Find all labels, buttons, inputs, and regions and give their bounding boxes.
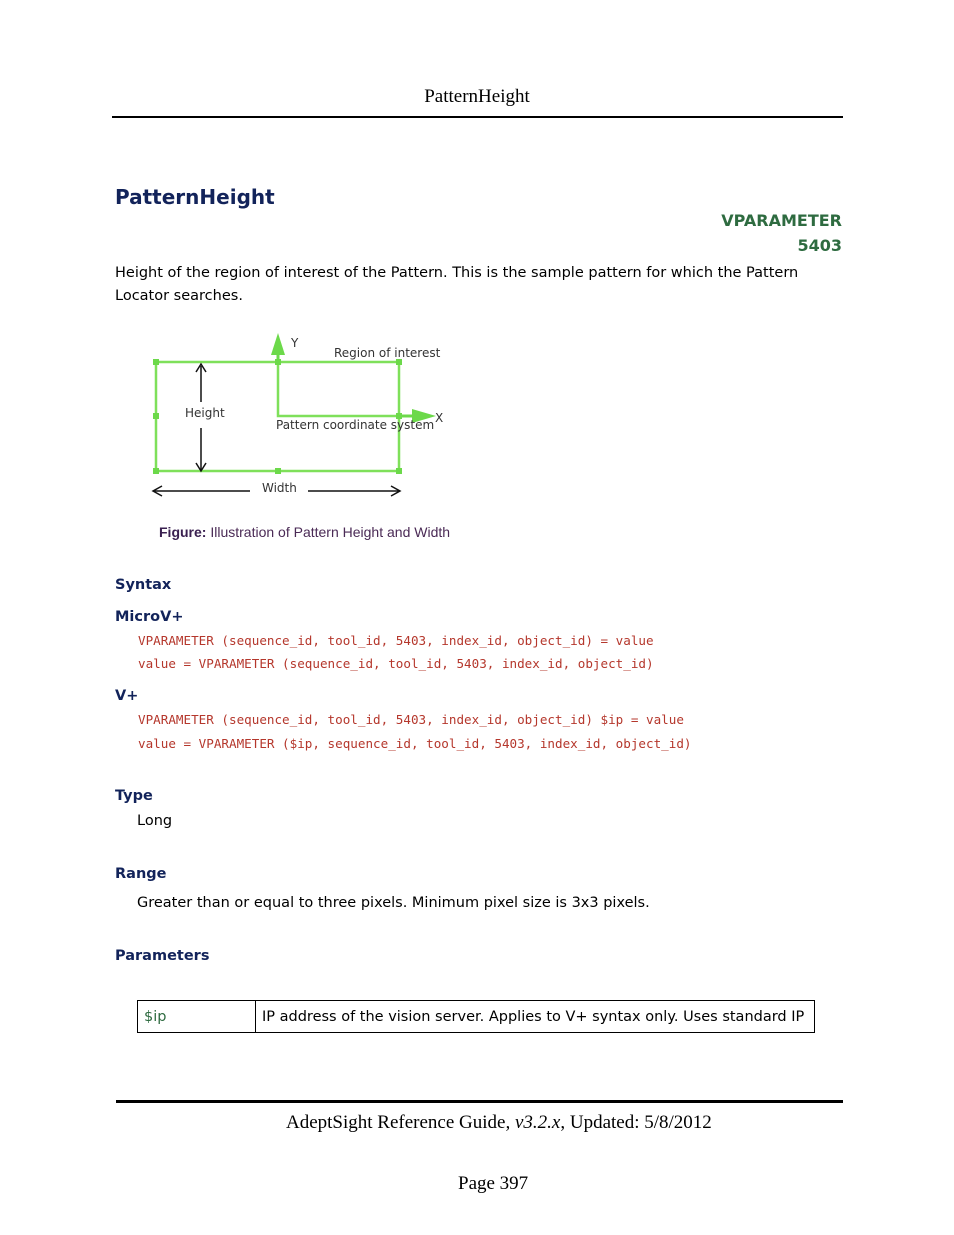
y-label: Y: [291, 336, 299, 350]
microv-line-2: value = VPARAMETER (sequence_id, tool_id, 5403, index_id, object_id): [138, 656, 654, 671]
vplus-line-1: VPARAMETER (sequence_id, tool_id, 5403, index_id, object_id) $ip = value: [138, 712, 684, 727]
height-label: Height: [185, 406, 225, 420]
coord-label: Pattern coordinate system: [276, 418, 435, 432]
footer-updated: , Updated: 5/8/2012: [560, 1112, 712, 1133]
footer-rule: [116, 1100, 843, 1103]
vplus-line-2: value = VPARAMETER ($ip, sequence_id, tool_id, 5403, index_id, object_id): [138, 736, 692, 751]
x-label: X: [435, 411, 444, 425]
param-description: IP address of the vision server. Applies to V+ syntax only. Uses standard IP: [256, 1001, 815, 1033]
parameters-table: [137, 1000, 815, 1033]
running-header: PatternHeight: [424, 86, 530, 107]
header-rule: [112, 116, 843, 118]
vplus-heading: V+: [115, 688, 139, 704]
type-heading: Type: [115, 788, 153, 804]
figure-caption: [159, 524, 450, 540]
page-number: Page 397: [458, 1173, 529, 1194]
region-label: Region of interest: [334, 346, 441, 360]
pattern-figure: [144, 330, 464, 505]
caption-text: Illustration of Pattern Height and Width: [206, 524, 451, 540]
vparameter-label: VPARAMETER: [721, 211, 842, 230]
width-label: Width: [262, 481, 297, 495]
table-row: [138, 1001, 815, 1033]
footer-guide: [286, 1112, 712, 1134]
footer-version: , v3.2.x: [505, 1112, 561, 1133]
param-name: $ip: [138, 1001, 256, 1033]
range-value: Greater than or equal to three pixels. Minimum pixel size is 3x3 pixels.: [137, 895, 650, 911]
range-heading: Range: [115, 866, 167, 882]
vparameter-block: [721, 208, 842, 258]
footer-guide-name: AdeptSight Reference Guide: [286, 1112, 506, 1133]
caption-label: Figure:: [159, 524, 207, 540]
microv-heading: MicroV+: [115, 609, 184, 625]
page-title: PatternHeight: [115, 185, 275, 209]
description: Height of the region of interest of the Pattern. This is the sample pattern for which the Pattern Locator searches.: [115, 265, 799, 304]
pattern-frame: [278, 362, 399, 416]
vparameter-number: 5403: [797, 236, 842, 255]
syntax-heading: Syntax: [115, 577, 172, 593]
parameters-heading: Parameters: [115, 948, 210, 964]
type-value: Long: [137, 813, 173, 829]
microv-line-1: VPARAMETER (sequence_id, tool_id, 5403, index_id, object_id) = value: [138, 633, 654, 648]
